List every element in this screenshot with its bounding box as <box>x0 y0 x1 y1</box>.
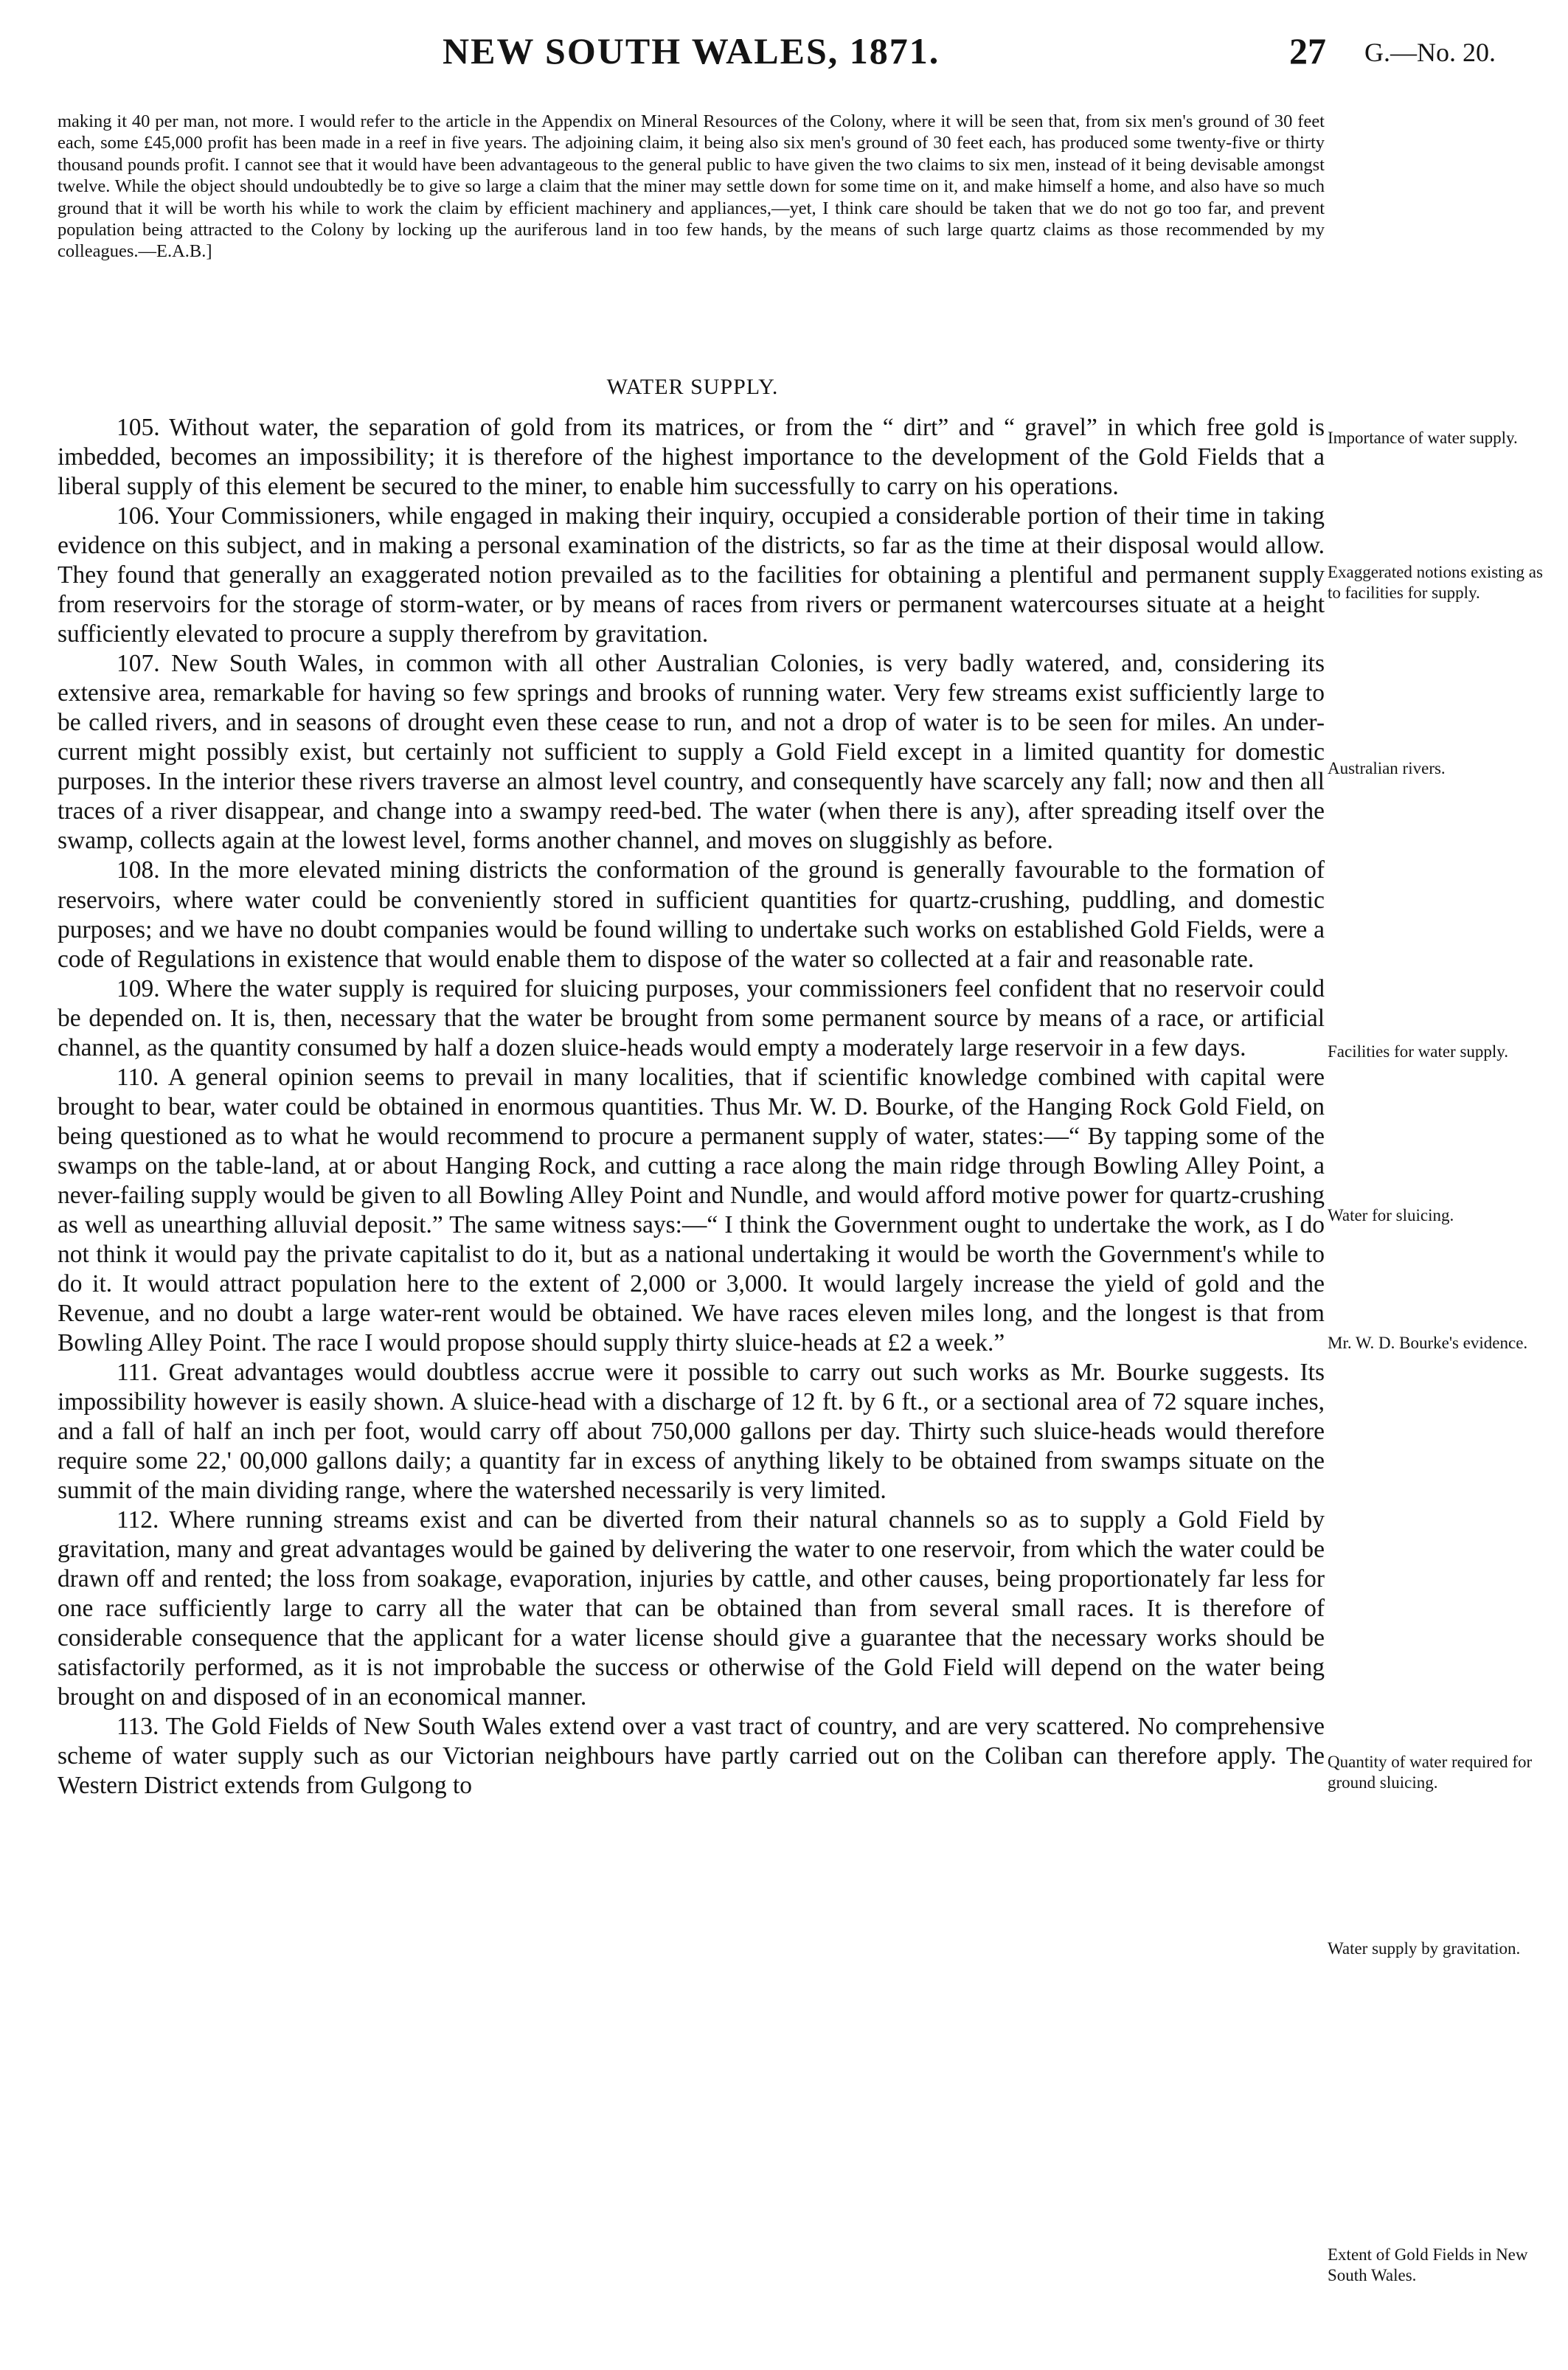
paragraph-107 <box>58 649 1325 856</box>
paragraph-number: 112. <box>117 1506 159 1534</box>
margin-notes <box>1328 0 1549 2370</box>
paragraph-text: Where running streams exist and can be diverted from their natural channels so as to supply a Gold Field by gravitation, many and great advantages would be gained by delivering the water to one reservoir, from which the water could be drawn off and rented; the loss from soakage, evaporation, injuries by cattle, and other causes, being proportionately far less for one race sufficiently large to carry all the water that can be obtained than from several small races. It is therefore of considerable consequence that the applicant for a water license should give a guarantee that the necessary works should be satisfactorily performed, as it is not improbable the success or otherwise of the Gold Field will depend on the water being brought on and disposed of in an economical manner. <box>58 1506 1325 1711</box>
paragraph-text: The Gold Fields of New South Wales extend over a vast tract of country, and are very scattered. No comprehensive scheme of water supply such as our Victorian neighbours have partly carried out on the Coliban can therefore apply. The Western District extends from Gulgong to <box>58 1713 1325 1800</box>
paragraph-105 <box>58 413 1325 502</box>
side-note-sluicing: Water for sluicing. <box>1328 1206 1454 1224</box>
side-note-bourke: Mr. W. D. Bourke's evidence. <box>1328 1334 1528 1352</box>
paragraph-number: 105. <box>117 414 160 441</box>
paragraph-106 <box>58 502 1325 649</box>
side-note-exaggerated: Exaggerated notions existing as to facilities for supply. <box>1328 563 1543 602</box>
running-title: NEW SOUTH WALES, 1871. <box>443 30 940 72</box>
side-note-rivers: Australian rivers. <box>1328 759 1446 777</box>
paragraph-113 <box>58 1712 1325 1801</box>
page-number: 27 <box>1289 30 1326 72</box>
paragraph-text: Your Commissioners, while engaged in making their inquiry, occupied a considerable portion of their time in taking evidence on this subject, and in making a personal examination of the districts, so far as the time at their disposal would allow. They found that generally an exaggerated notion prevailed as to the facilities for obtaining a plentiful and permanent supply from reservoirs for the storage of storm-water, or by means of races from rivers or permanent watercourses situate at a height sufficiently elevated to procure a supply therefrom by gravitation. <box>58 502 1325 648</box>
side-note-gravitation: Water supply by gravitation. <box>1328 1939 1521 1958</box>
paragraph-text: New South Wales, in common with all other Australian Colonies, is very badly watered, and, considering its extensive area, remarkable for having so few springs and brooks of running water. Very few streams exist sufficiently large to be called rivers, and in seasons of drought even these cease to run, and not a drop of water is to be seen for miles. An under-current might possibly exist, but certainly not sufficient to supply a Gold Field except in a limited quantity for domestic purposes. In the interior these rivers traverse an almost level country, and consequently have scarcely any fall; now and then all traces of a river disappear, and change into a swampy reed-bed. The water (when there is any), after spreading itself over the swamp, collects again at the lowest level, forms another channel, and moves on sluggishly as before. <box>58 650 1325 855</box>
paragraph-text: Where the water supply is required for sluicing purposes, your commissioners feel confident that no reservoir could be depended on. It is, then, necessary that the water be brought from some permanent source by means of a race, or artificial channel, as the quantity consumed by half a dozen sluice-heads would empty a moderately large reservoir in a few days. <box>58 974 1325 1061</box>
paragraph-number: 110. <box>117 1063 159 1091</box>
paragraph-111 <box>58 1358 1325 1505</box>
paragraph-number: 106. <box>117 502 160 530</box>
side-note-importance: Importance of water supply. <box>1328 429 1518 447</box>
section-heading: WATER SUPPLY. <box>606 375 779 399</box>
paragraph-text: Without water, the separation of gold from its matrices, or from the “ dirt” and “ gravel” in which free gold is imbedded, becomes an impossibility; it is therefore of the highest importance to the development of the Gold Fields that a liberal supply of this element be secured to the miner, to enable him successfully to carry on his operations. <box>58 414 1325 501</box>
paragraph-110 <box>58 1063 1325 1358</box>
paragraph-number: 111. <box>117 1359 159 1386</box>
paper-reference: G.—No. 20. <box>1364 38 1496 67</box>
paragraph-number: 113. <box>117 1713 159 1741</box>
body-column <box>58 413 1325 1801</box>
paragraph-number: 109. <box>117 974 160 1002</box>
paragraph-number: 108. <box>117 856 160 884</box>
paragraph-text: A general opinion seems to prevail in many localities, that if scientific knowledge combined with capital were brought to bear, water could be obtained in enormous quantities. Thus Mr. W. D. Bourke, of the Hanging Rock Gold Field, on being questioned as to what he would recommend to procure a permanent supply of water, states:—“ By tapping some of the swamps on the table-land, at or about Hanging Rock, and cutting a race along the main ridge through Bowling Alley Point, a never-failing supply would be given to all Bowling Alley Point and Nundle, and would afford motive power for quartz-crushing as well as unearthing alluvial deposit.” The same witness says:—“ I think the Government ought to undertake the work, as I do not think it would pay the private capitalist to do it, but as a national undertaking it would be worth the Government's while to do it. It would attract population here to the extent of 2,000 or 3,000. It would largely increase the yield of gold and the Revenue, and no doubt a large water-rent would be obtained. We have races eleven miles long, and the longest is that from Bowling Alley Point. The race I would propose should supply thirty sluice-heads at £2 a week.” <box>58 1063 1325 1356</box>
paragraph-text: In the more elevated mining districts the conformation of the ground is generally favourable to the formation of reservoirs, where water could be conveniently stored in sufficient quantities for quartz-crushing, puddling, and domestic purposes; and we have no doubt companies would be found willing to undertake such works on established Gold Fields, were a code of Regulations in existence that would enable them to dispose of the water so collected at a fair and reasonable rate. <box>58 856 1325 973</box>
paragraph-108 <box>58 856 1325 974</box>
side-note-extent: Extent of Gold Fields in New South Wales. <box>1328 2245 1528 2284</box>
paragraph-number: 107. <box>117 650 160 678</box>
paragraph-109 <box>58 974 1325 1063</box>
paragraph-text: Great advantages would doubtless accrue were it possible to carry out such works as Mr. Bourke suggests. Its impossibility however is easily shown. A sluice-head with a discharge of 12 ft. by 6 ft., or a sectional area of 72 square inches, and a fall of half an inch per foot, would carry off about 750,000 gallons per day. Thirty such sluice-heads would therefore require some 22,' 00,000 gallons daily; a quantity far in excess of anything likely to be obtained from swamps situate on the summit of the main dividing range, where the watershed necessarily is very limited. <box>58 1359 1325 1505</box>
side-note-quantity: Quantity of water required for ground sluicing. <box>1328 1753 1533 1792</box>
side-note-facilities: Facilities for water supply. <box>1328 1042 1509 1061</box>
preamble-text: making it 40 per man, not more. I would refer to the article in the Appendix on Mineral Resources of the Colony, where it will be seen that, from six men's ground of 30 feet each, some £45,000 profit has been made in a reef in five years. The adjoining claim, it being also six men's ground of 30 feet each, has produced some twenty-five or thirty thousand pounds profit. I cannot see that it would have been advantageous to the general public to have given the two claims to six men, instead of it being devisable amongst twelve. While the object should undoubtedly be to give so large a claim that the miner may settle down for some time on it, and make himself a home, and also have so much ground that it will be worth his while to work the claim by efficient machinery and appliances,—yet, I think care should be taken that we do not go too far, and prevent population being attracted to the Colony by locking up the auriferous land in too few hands, by the means of such large quartz claims as those recommended by my colleagues.—E.A.B.] <box>58 111 1325 262</box>
paragraph-112 <box>58 1505 1325 1712</box>
